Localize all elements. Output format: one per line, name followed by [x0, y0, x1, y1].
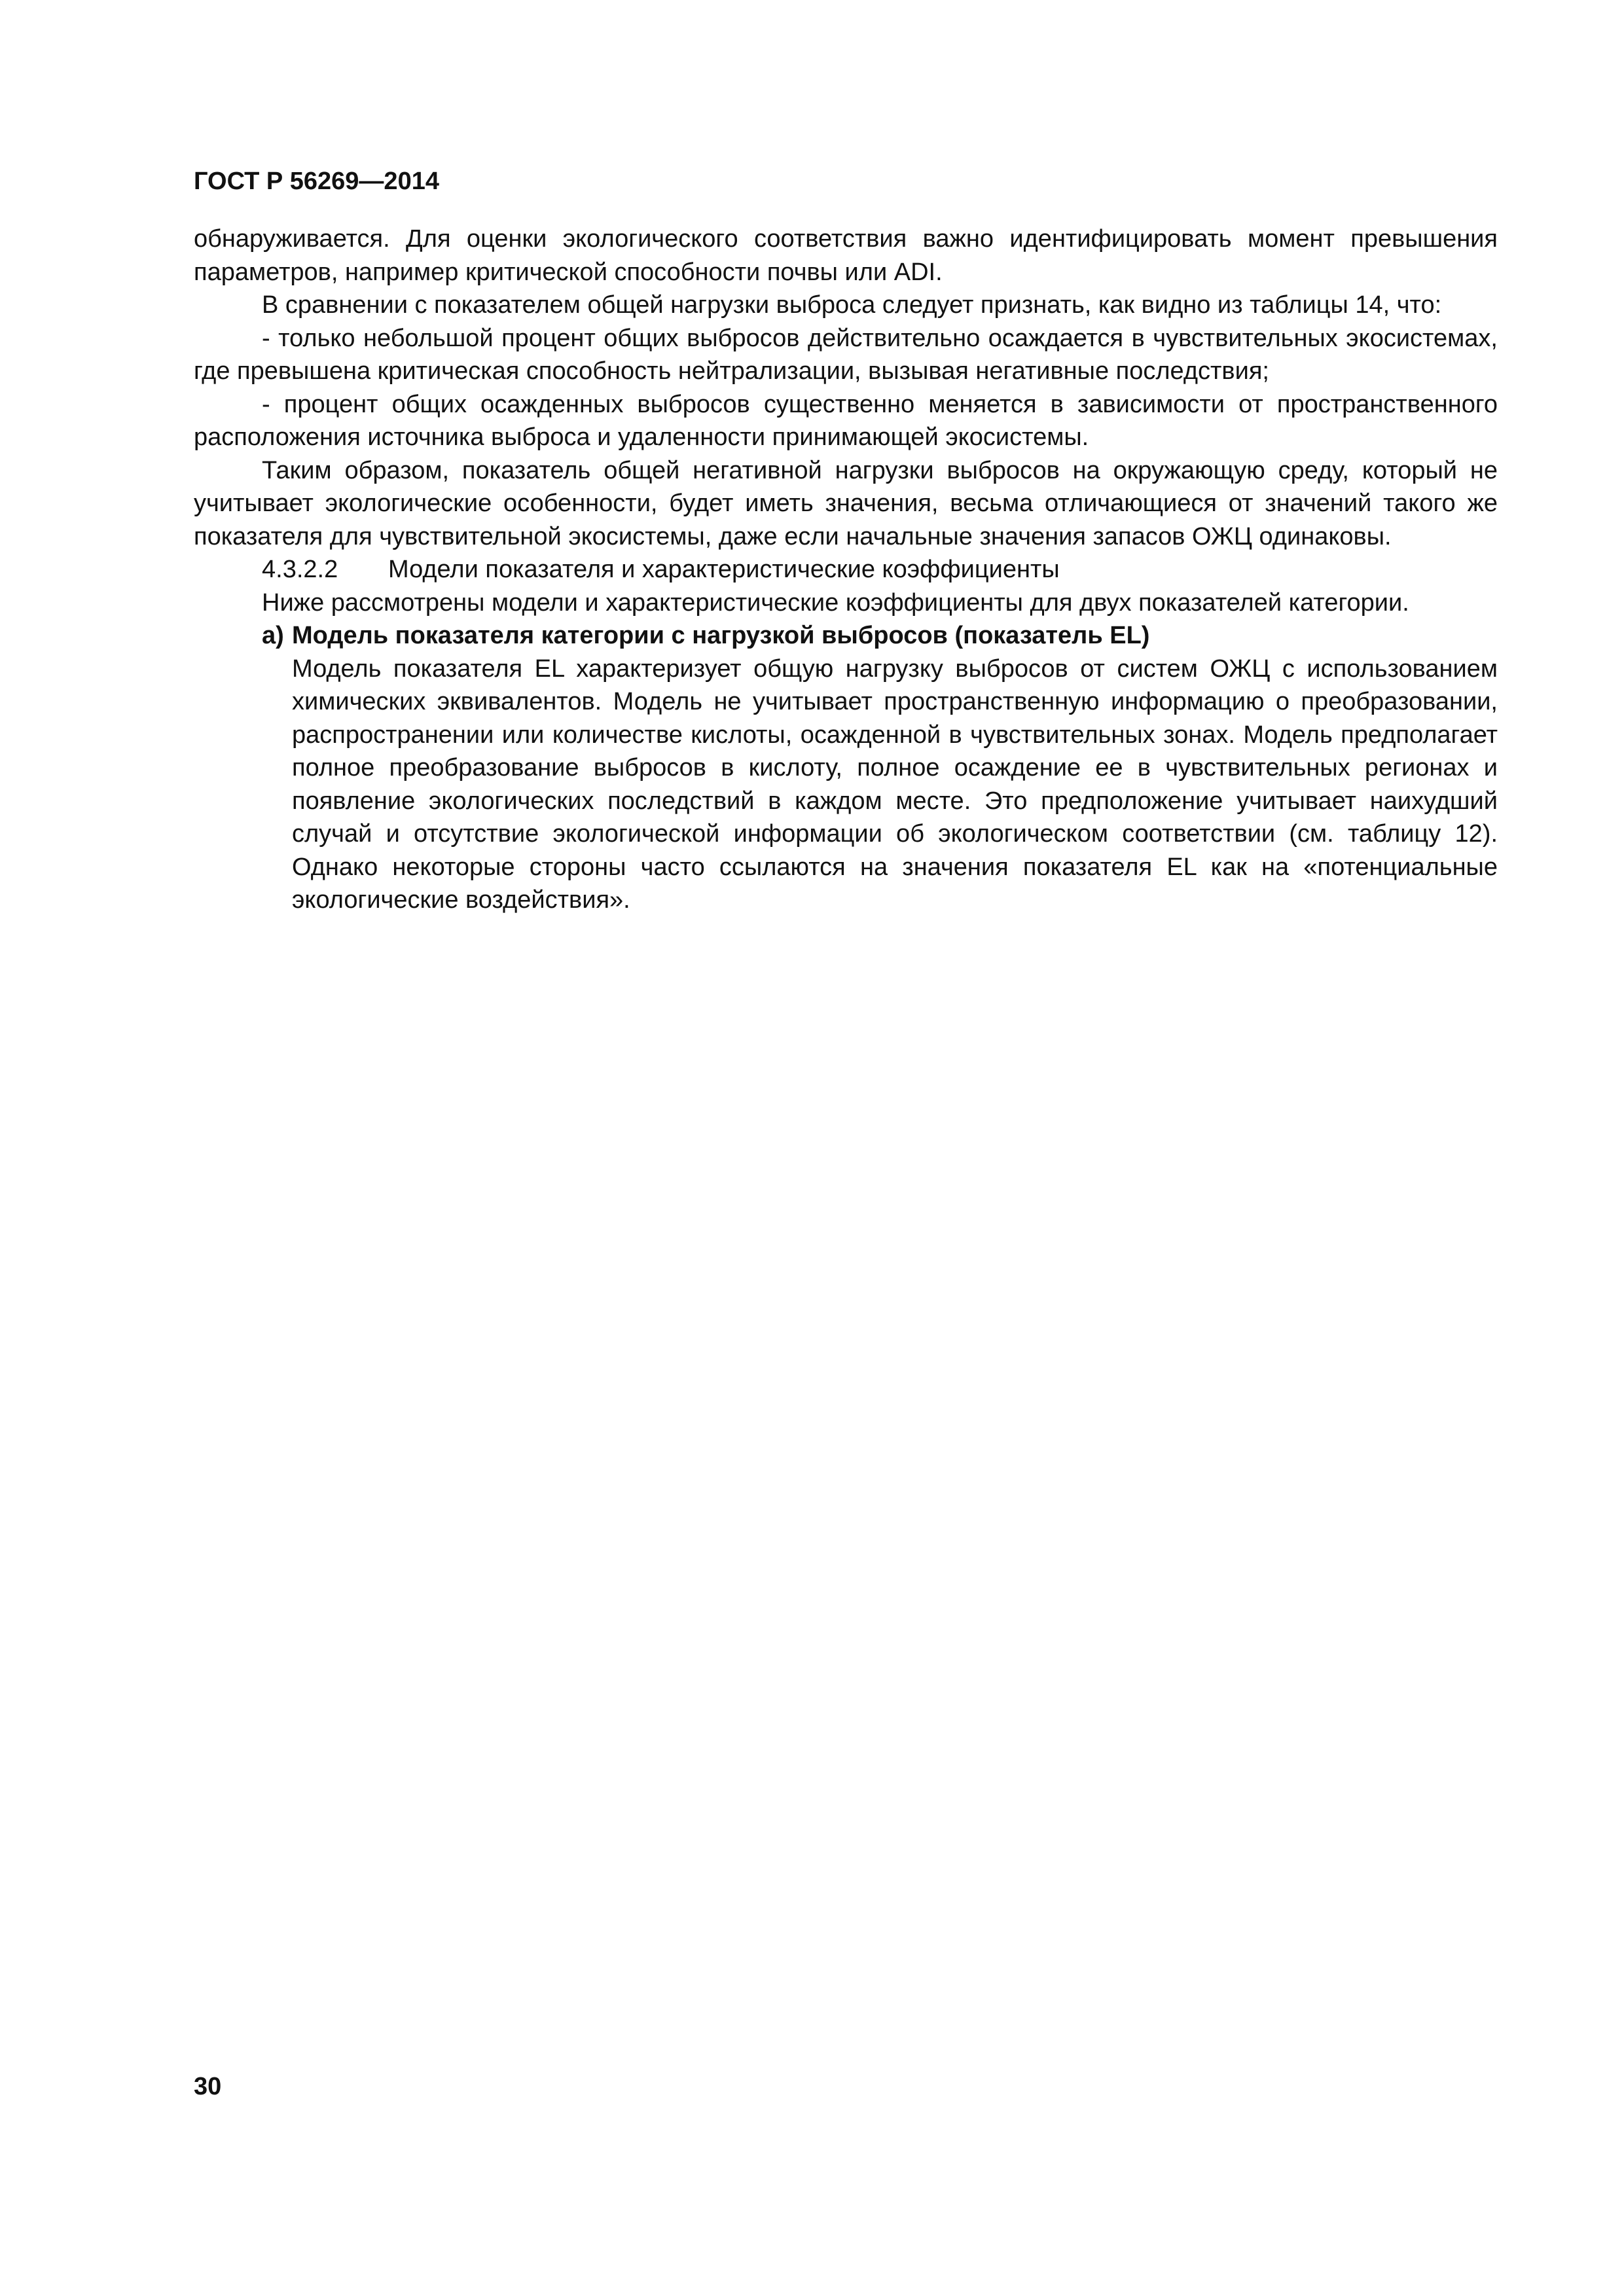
subsection-title: Модели показателя и характеристические коэффициенты — [388, 556, 1060, 583]
paragraph-comparison: В сравнении с показателем общей нагрузки выброса следует признать, как видно из таблицы 14, что: — [262, 291, 1442, 319]
subsection-heading — [194, 553, 1498, 586]
document-body — [194, 223, 1498, 917]
paragraph-models-intro: Ниже рассмотрены модели и характеристические коэффициенты для двух показателей категории. — [262, 588, 1409, 617]
page-number: 30 — [194, 2073, 222, 2100]
paragraph-continuation: обнаруживается. Для оценки экологического соответствия важно идентифицировать момент превышения параметров, например критической способности почвы или ADI. — [194, 225, 1498, 286]
item-a-marker: а) — [262, 622, 284, 649]
list-item-small-percent: - только небольшой процент общих выбросов действительно осаждается в чувствительных экосистемах, где превышена критическая способность нейтрализации, вызывая негативные последствия; — [194, 324, 1498, 385]
subsection-number: 4.3.2.2 — [262, 556, 338, 583]
list-item-percent-varies: - процент общих осажденных выбросов существенно меняется в зависимости от пространственного расположения источника выброса и удаленности принимающей экосистемы. — [194, 390, 1498, 451]
paragraph-conclusion: Таким образом, показатель общей негативной нагрузки выбросов на окружающую среду, который не учитывает экологические особенности, будет иметь значения, весьма отличающиеся от значений такого же показателя для чувствительной экосистемы, даже если начальные значения запасов ОЖЦ одинаковы. — [194, 456, 1498, 550]
item-a-title: Модель показателя категории с нагрузкой выбросов (показатель EL) — [292, 622, 1150, 649]
item-a-text: Модель показателя EL характеризует общую нагрузку выбросов от систем ОЖЦ с использованием химических эквивалентов. Модель не учитывает пространственную информацию о преобразовании, распространении или количестве кислоты, осажденной в чувствительных зонах. Модель предполагает полное преобразование выбросов в кислоту, полное осаждение ее в чувствительных регионах и появление экологических последствий в каждом месте. Это предположение учитывает наихудший случай и отсутствие экологической информации об экологическом соответствии (см. таблицу 12). Однако некоторые стороны часто ссылаются на значения показателя EL как на «потенциальные экологические воздействия». — [292, 655, 1498, 914]
item-a-heading — [194, 619, 1498, 653]
document-header: ГОСТ Р 56269—2014 — [194, 168, 439, 195]
